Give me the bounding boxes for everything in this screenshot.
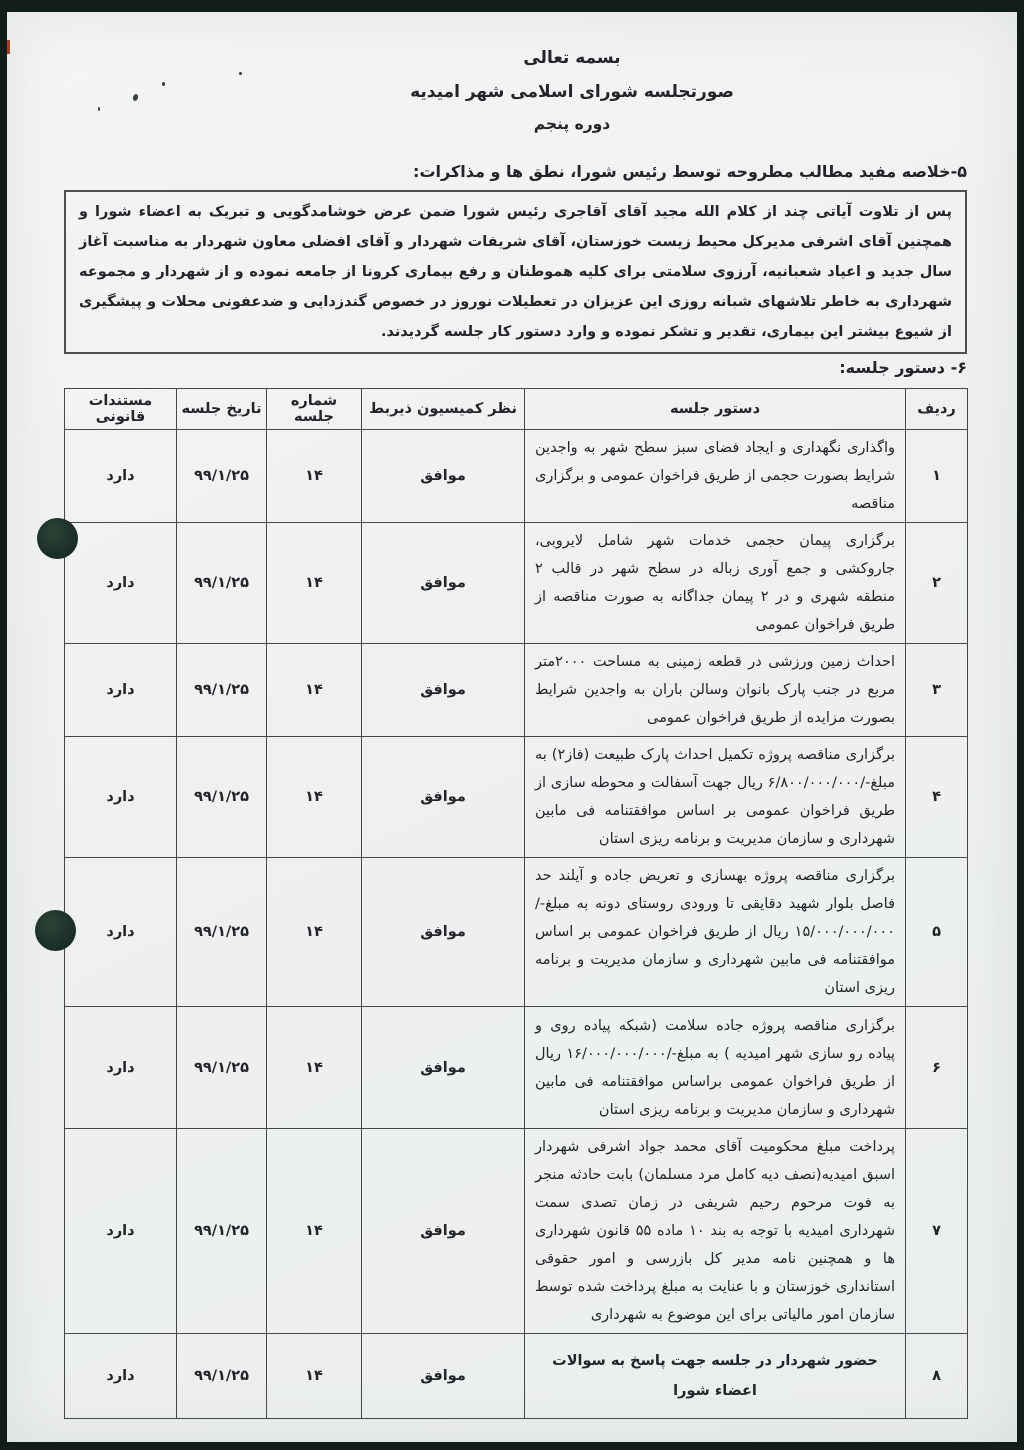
table-row: [65, 644, 968, 737]
agenda-cell: برگزاری مناقصه پروژه بهسازی و تعریض جاده و آیلند حد فاصل بلوار شهید دقایقی تا ورودی روستای دونه به مبلغ-/۱۵/۰۰۰/۰۰۰/۰۰۰ ریال از طریق فراخوان عمومی بر اساس موافقتنامه فی مابین شهرداری و سازمان مدیریت و برنامه ریزی استان: [525, 858, 906, 1007]
ink-speck: [98, 107, 100, 111]
document-title: صورتجلسه شورای اسلامی شهر امیدیه: [410, 82, 734, 102]
commission-opinion-cell: موافق: [362, 430, 525, 523]
besmele-line: بسمه تعالی: [523, 48, 621, 68]
legal-docs-cell: دارد: [65, 858, 177, 1007]
col-header-session-date: تاریخ جلسه: [177, 389, 267, 430]
section6-heading: ۶- دستور جلسه:: [839, 358, 967, 377]
session-date-cell: ۹۹/۱/۲۵: [177, 523, 267, 644]
col-header-commission-opinion: نظر کمیسیون ذیربط: [362, 389, 525, 430]
session-number-cell: ۱۴: [267, 1129, 362, 1334]
agenda-cell: پرداخت مبلغ محکومیت آقای محمد جواد اشرفی شهردار اسبق امیدیه(نصف دیه کامل مرد مسلمان) بابت حادثه منجر به فوت مرحوم رحیم شریفی در زمان تصدی سمت شهرداری امیدیه با توجه به بند ۱۰ ماده ۵۵ قانون شهرداری ها و همچنین نامه مدیر کل بازرسی و امور حقوقی استانداری خوزستان و با عنایت به مبلغ پرداخت شده توسط سازمان امور مالیاتی برای این موضوع به شهرداری: [525, 1129, 906, 1334]
document-header: [120, 48, 1024, 133]
section5-heading: ۵-خلاصه مفید مطالب مطروحه توسط رئیس شورا، نطق ها و مذاکرات:: [413, 162, 967, 181]
agenda-cell: حضور شهردار در جلسه جهت پاسخ به سوالات اعضاء شورا: [525, 1334, 906, 1419]
table-row: [65, 430, 968, 523]
session-number-cell: ۱۴: [267, 858, 362, 1007]
table-row: [65, 523, 968, 644]
table-row: [65, 737, 968, 858]
commission-opinion-cell: موافق: [362, 644, 525, 737]
commission-opinion-cell: موافق: [362, 523, 525, 644]
row-number-cell: ۶: [906, 1007, 968, 1129]
col-header-agenda: دستور جلسه: [525, 389, 906, 430]
commission-opinion-cell: موافق: [362, 858, 525, 1007]
col-header-session-number: شماره جلسه: [267, 389, 362, 430]
session-number-cell: ۱۴: [267, 644, 362, 737]
session-date-cell: ۹۹/۱/۲۵: [177, 858, 267, 1007]
session-number-cell: ۱۴: [267, 1334, 362, 1419]
session-date-cell: ۹۹/۱/۲۵: [177, 644, 267, 737]
session-date-cell: ۹۹/۱/۲۵: [177, 737, 267, 858]
paper-sheet: [7, 12, 1017, 1442]
session-date-cell: ۹۹/۱/۲۵: [177, 1007, 267, 1129]
commission-opinion-cell: موافق: [362, 1007, 525, 1129]
session-date-cell: ۹۹/۱/۲۵: [177, 430, 267, 523]
row-number-cell: ۸: [906, 1334, 968, 1419]
agenda-cell: احداث زمین ورزشی در قطعه زمینی به مساحت ۲۰۰۰متر مربع در جنب پارک بانوان وسالن باران به واجدین شرایط بصورت مزایده از طریق فراخوان عمومی: [525, 644, 906, 737]
col-header-legal-docs: مستندات قانونی: [65, 389, 177, 430]
commission-opinion-cell: موافق: [362, 737, 525, 858]
legal-docs-cell: دارد: [65, 644, 177, 737]
summary-paragraph-box: پس از تلاوت آیاتی چند از کلام الله مجید آقای آقاجری رئیس شورا ضمن عرض خوشامدگویی و تبریک به اعضاء شورا و همچنین آقای اشرفی مدیرکل محیط زیست خوزستان، آقای شریفات شهردار و آقای افضلی معاون شهردار به مناسبت آغاز سال جدید و اعیاد شعبانیه، آرزوی سلامتی برای کلیه هموطنان و رفع بیماری کرونا از جامعه نموده و از شهردار و مجموعه شهرداری به خاطر تلاشهای شبانه روزی این عزیزان در تعطیلات نوروز در خصوص گندزدایی و ضدعفونی محلات و پیشگیری از شیوع بیشتر این بیماری، تقدیر و تشکر نموده و وارد دستور کار جلسه گردیدند.: [64, 190, 967, 354]
session-number-cell: ۱۴: [267, 430, 362, 523]
table-row: [65, 1334, 968, 1419]
row-number-cell: ۲: [906, 523, 968, 644]
legal-docs-cell: دارد: [65, 430, 177, 523]
session-number-cell: ۱۴: [267, 737, 362, 858]
agenda-cell: واگذاری نگهداری و ایجاد فضای سبز سطح شهر به واجدین شرایط بصورت حجمی از طریق فراخوان عمومی و برگزاری مناقصه: [525, 430, 906, 523]
term-line: دوره پنجم: [533, 115, 611, 133]
legal-docs-cell: دارد: [65, 1334, 177, 1419]
legal-docs-cell: دارد: [65, 523, 177, 644]
session-date-cell: ۹۹/۱/۲۵: [177, 1129, 267, 1334]
agenda-cell: برگزاری پیمان حجمی خدمات شهر شامل لایروبی، جاروکشی و جمع آوری زباله در سطح شهر در قالب ۲ منطقه شهری و در ۲ پیمان جداگانه به صورت مناقصه از طریق فراخوان عمومی: [525, 523, 906, 644]
row-number-cell: ۳: [906, 644, 968, 737]
hole-punch-bottom: [35, 910, 76, 951]
legal-docs-cell: دارد: [65, 1129, 177, 1334]
session-number-cell: ۱۴: [267, 523, 362, 644]
scan-edge-artifact: [7, 40, 10, 54]
session-number-cell: ۱۴: [267, 1007, 362, 1129]
table-row: [65, 1129, 968, 1334]
col-header-row-number: ردیف: [906, 389, 968, 430]
table-row: [65, 858, 968, 1007]
legal-docs-cell: دارد: [65, 737, 177, 858]
table-row: [65, 1007, 968, 1129]
row-number-cell: ۷: [906, 1129, 968, 1334]
row-number-cell: ۱: [906, 430, 968, 523]
row-number-cell: ۵: [906, 858, 968, 1007]
hole-punch-top: [37, 518, 78, 559]
legal-docs-cell: دارد: [65, 1007, 177, 1129]
row-number-cell: ۴: [906, 737, 968, 858]
agenda-table: [64, 388, 968, 1419]
agenda-cell: برگزاری مناقصه پروژه جاده سلامت (شبکه پیاده روی و پیاده رو سازی شهر امیدیه ) به مبلغ-/۱۶/۰۰۰/۰۰۰/۰۰۰ ریال از طریق فراخوان عمومی براساس موافقتنامه فی مابین شهرداری و سازمان مدیریت و برنامه ریزی استان: [525, 1007, 906, 1129]
commission-opinion-cell: موافق: [362, 1334, 525, 1419]
table-header-row: [65, 389, 968, 430]
session-date-cell: ۹۹/۱/۲۵: [177, 1334, 267, 1419]
commission-opinion-cell: موافق: [362, 1129, 525, 1334]
agenda-cell: برگزاری مناقصه پروژه تکمیل احداث پارک طبیعت (فاز۲) به مبلغ-/۶/۸۰۰/۰۰۰/۰۰۰ ریال جهت آسفالت و محوطه سازی از طریق فراخوان عمومی بر اساس موافقتنامه فی مابین شهرداری و سازمان مدیریت و برنامه ریزی استان: [525, 737, 906, 858]
